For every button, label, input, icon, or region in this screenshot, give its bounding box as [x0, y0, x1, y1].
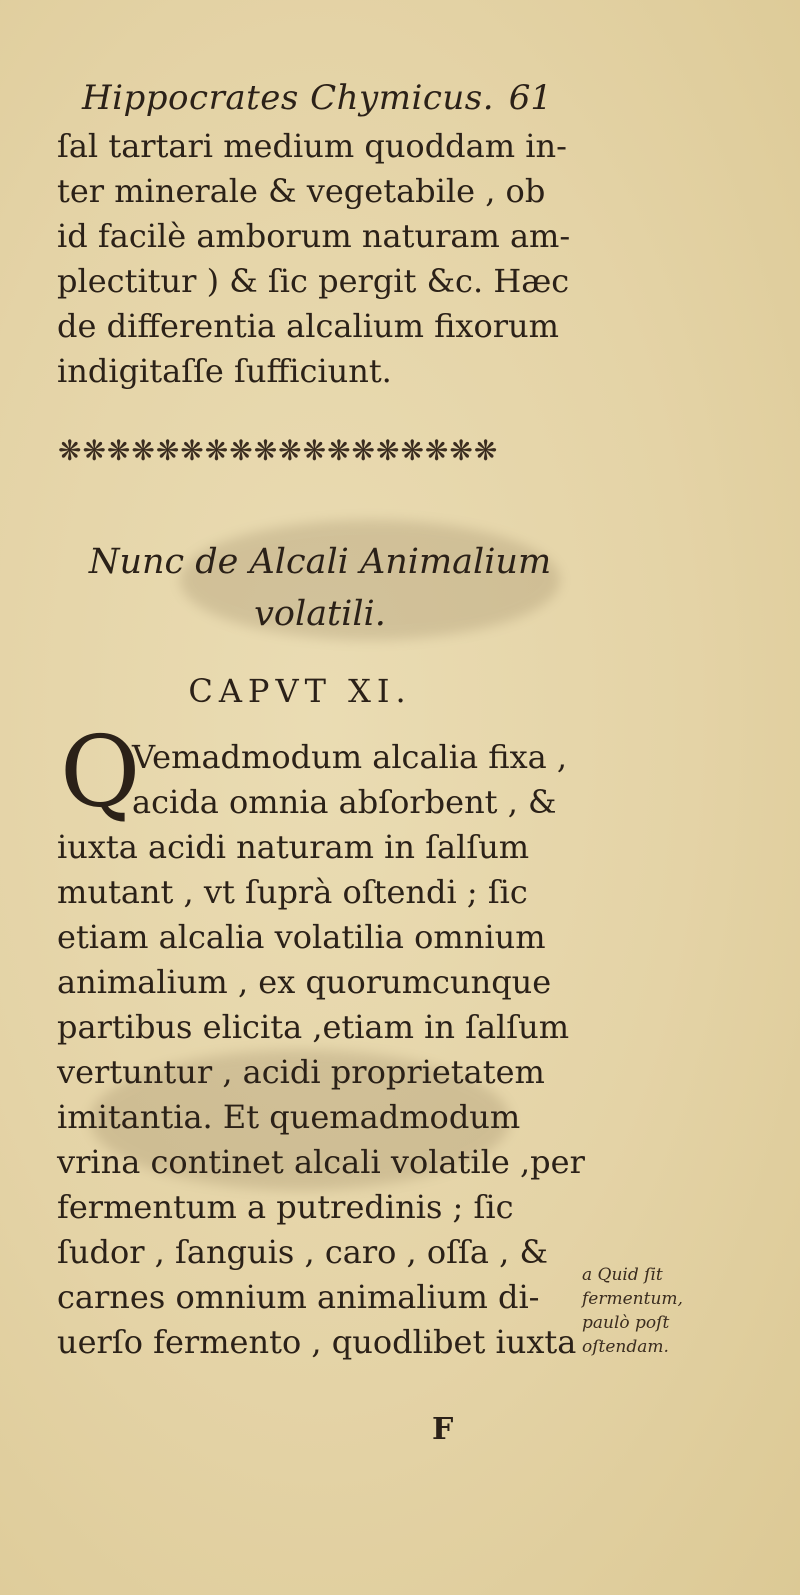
text-line: animalium , ex quorumcunque: [57, 963, 552, 1001]
text-line: imitantia. Et quemadmodum: [57, 1098, 521, 1136]
text-line: vertuntur , acidi proprietatem: [57, 1053, 545, 1091]
page-number: 61: [508, 78, 552, 118]
opening-paragraph: [57, 124, 571, 394]
marginal-line: paulò poſt: [582, 1313, 670, 1333]
text-line: vrina continet alcali volatile ,per: [57, 1143, 585, 1181]
text-line: ſudor , ſanguis , caro , oſſa , &: [57, 1233, 548, 1271]
text-line: uerſo fermento , quodlibet iuxta: [57, 1323, 577, 1361]
text-line: indigitaſſe ſufficiunt.: [57, 352, 392, 390]
signature-mark: F: [432, 1412, 454, 1447]
drop-cap: Q: [60, 716, 141, 830]
heading-line: Nunc de Alcali Animalium: [88, 542, 552, 582]
text-line: acida omnia abſorbent , &: [132, 783, 557, 821]
text-line: iuxta acidi naturam in ſalſum: [57, 828, 530, 866]
text-line: carnes omnium animalium di-: [57, 1278, 540, 1316]
marginal-line: oſtendam.: [582, 1337, 669, 1357]
text-line: ſal tartari medium quoddam in-: [57, 127, 567, 165]
section-heading: [60, 536, 580, 640]
chapter-title: CAPVT XI.: [188, 672, 412, 710]
heading-line: volatili.: [254, 594, 386, 634]
chapter-paragraph: [57, 735, 585, 1365]
text-line: mutant , vt ſuprà oſtendi ; ſic: [57, 873, 528, 911]
text-line: id facilè amborum naturam am-: [57, 217, 571, 255]
ornamental-divider: ❋❋❋❋❋❋❋❋❋❋❋❋❋❋❋❋❋❋: [58, 434, 499, 467]
text-line: Vemadmodum alcalia fixa ,: [132, 738, 568, 776]
page-header: [82, 78, 552, 124]
marginal-line: fermentum,: [582, 1289, 683, 1309]
text-line: de differentia alcalium fixorum: [57, 307, 559, 345]
text-line: plectitur ) & ſic pergit &c. Hæc: [57, 262, 570, 300]
marginal-line: a Quid ſit: [582, 1265, 663, 1285]
text-line: etiam alcalia volatilia omnium: [57, 918, 546, 956]
text-line: ter minerale & vegetabile , ob: [57, 172, 546, 210]
text-line: partibus elicita ,etiam in ſalſum: [57, 1008, 570, 1046]
running-title: Hippocrates Chymicus.: [82, 78, 495, 118]
text-line: fermentum a putredinis ; ſic: [57, 1188, 514, 1226]
marginal-note: [582, 1263, 722, 1359]
